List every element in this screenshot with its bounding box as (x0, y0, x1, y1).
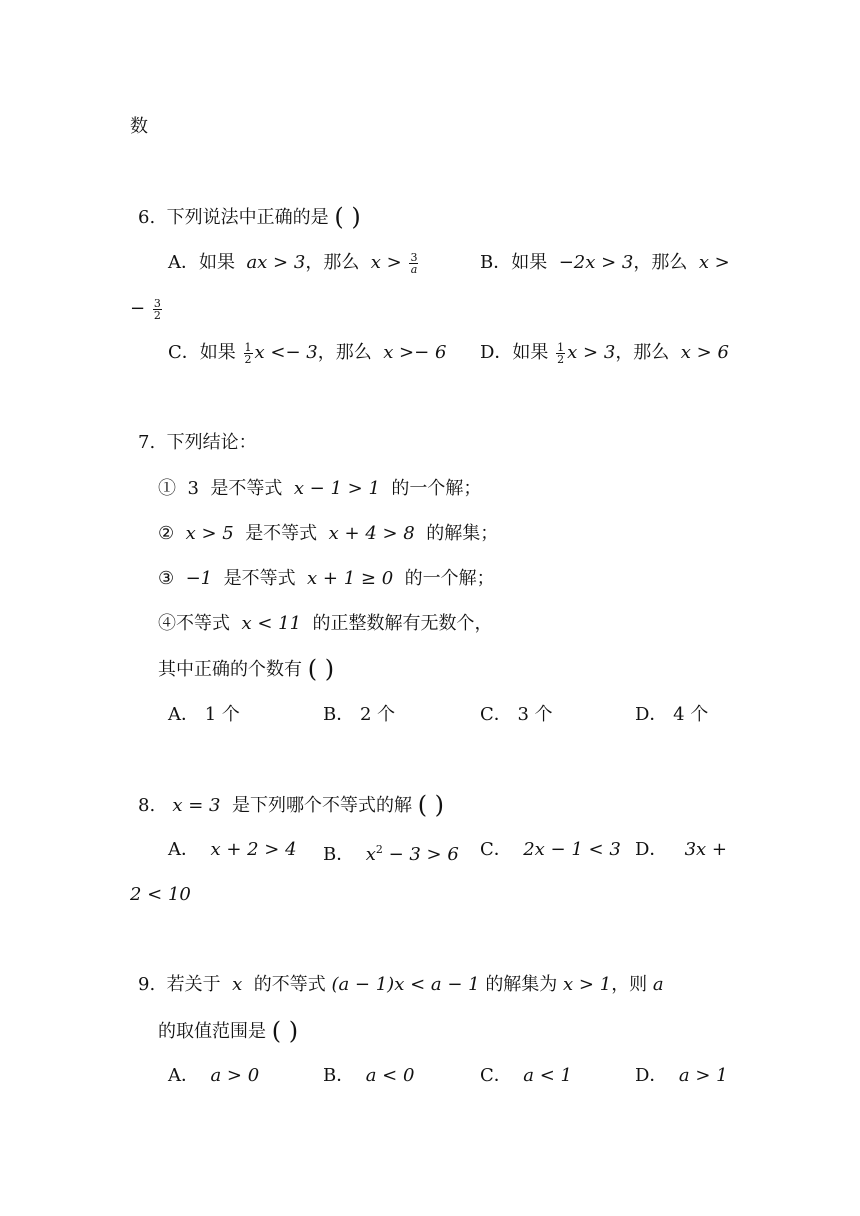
option-7d: D． 4 个 (635, 704, 709, 725)
answer-blank: ( ) (307, 655, 335, 683)
fraction: $\frac{1}{2}$ (244, 340, 252, 366)
question-number: 6. (138, 207, 156, 228)
option-8d-wrap: 2 < 10 (130, 884, 191, 905)
option-9d: D． a > 1 (635, 1065, 728, 1086)
fraction: $\frac{1}{2}$ (557, 340, 565, 366)
option-6b-wrap: − $\frac{3}{2}$ (130, 296, 161, 322)
option-9a: A． a > 0 (168, 1065, 260, 1086)
question-number: 8. (138, 795, 156, 816)
option-8c: C． 2x − 1 < 3 (480, 839, 621, 860)
fraction: $\frac{3}{a}$ (410, 250, 418, 276)
option-6a: A．如果 ax > 3，那么 x > $\frac{3}{a}$ (168, 250, 418, 276)
answer-blank: ( ) (271, 1017, 299, 1045)
option-6c: C．如果 $\frac{1}{2}$ x <− 3，那么 x >− 6 (168, 340, 447, 366)
statement-3: ③ −1 是不等式 x + 1 ≥ 0 的一个解； (158, 568, 495, 589)
question-7-stem (138, 431, 257, 455)
continued-text: 数 (130, 116, 148, 137)
question-7-ask: 其中正确的个数有 ( ) (158, 655, 335, 683)
question-9-stem-line2: 的取值范围是 ( ) (158, 1017, 299, 1045)
option-7c: C． 3 个 (480, 704, 553, 725)
option-8d: D． 3x + (635, 839, 728, 860)
question-text: 下列说法中正确的是 (166, 207, 329, 228)
fraction: $\frac{3}{2}$ (153, 296, 161, 322)
option-9b: B． a < 0 (323, 1065, 415, 1086)
statement-4: ④不等式 x < 11 的正整数解有无数个， (158, 613, 493, 634)
option-8b: B． $x^2 - 3 > 6$ (323, 843, 459, 865)
answer-blank: ( ) (334, 203, 361, 231)
option-7b: B． 2 个 (323, 704, 396, 725)
option-7a: A． 1 个 (168, 704, 240, 725)
question-number: 7. (138, 432, 156, 453)
answer-blank: ( ) (417, 791, 445, 819)
question-text: 下列结论： (166, 432, 257, 453)
question-8-stem: 8. x = 3 是下列哪个不等式的解 ( ) (138, 791, 445, 819)
option-9c: C． a < 1 (480, 1065, 572, 1086)
statement-1: ① 3 是不等式 x − 1 > 1 的一个解； (158, 478, 482, 499)
question-number: 9. (138, 974, 156, 995)
option-8a: A． x + 2 > 4 (168, 839, 297, 860)
question-9-stem: 9. 若关于 x 的不等式 (a − 1)x < a − 1 的解集为 x > 1，则 a (138, 974, 664, 995)
option-6d: D．如果 $\frac{1}{2}$ x > 3，那么 x > 6 (480, 340, 729, 366)
question-6-stem (138, 205, 361, 230)
statement-2: ② x > 5 是不等式 x + 4 > 8 的解集； (158, 523, 499, 544)
option-6b: B．如果 −2x > 3，那么 x > (480, 252, 730, 273)
